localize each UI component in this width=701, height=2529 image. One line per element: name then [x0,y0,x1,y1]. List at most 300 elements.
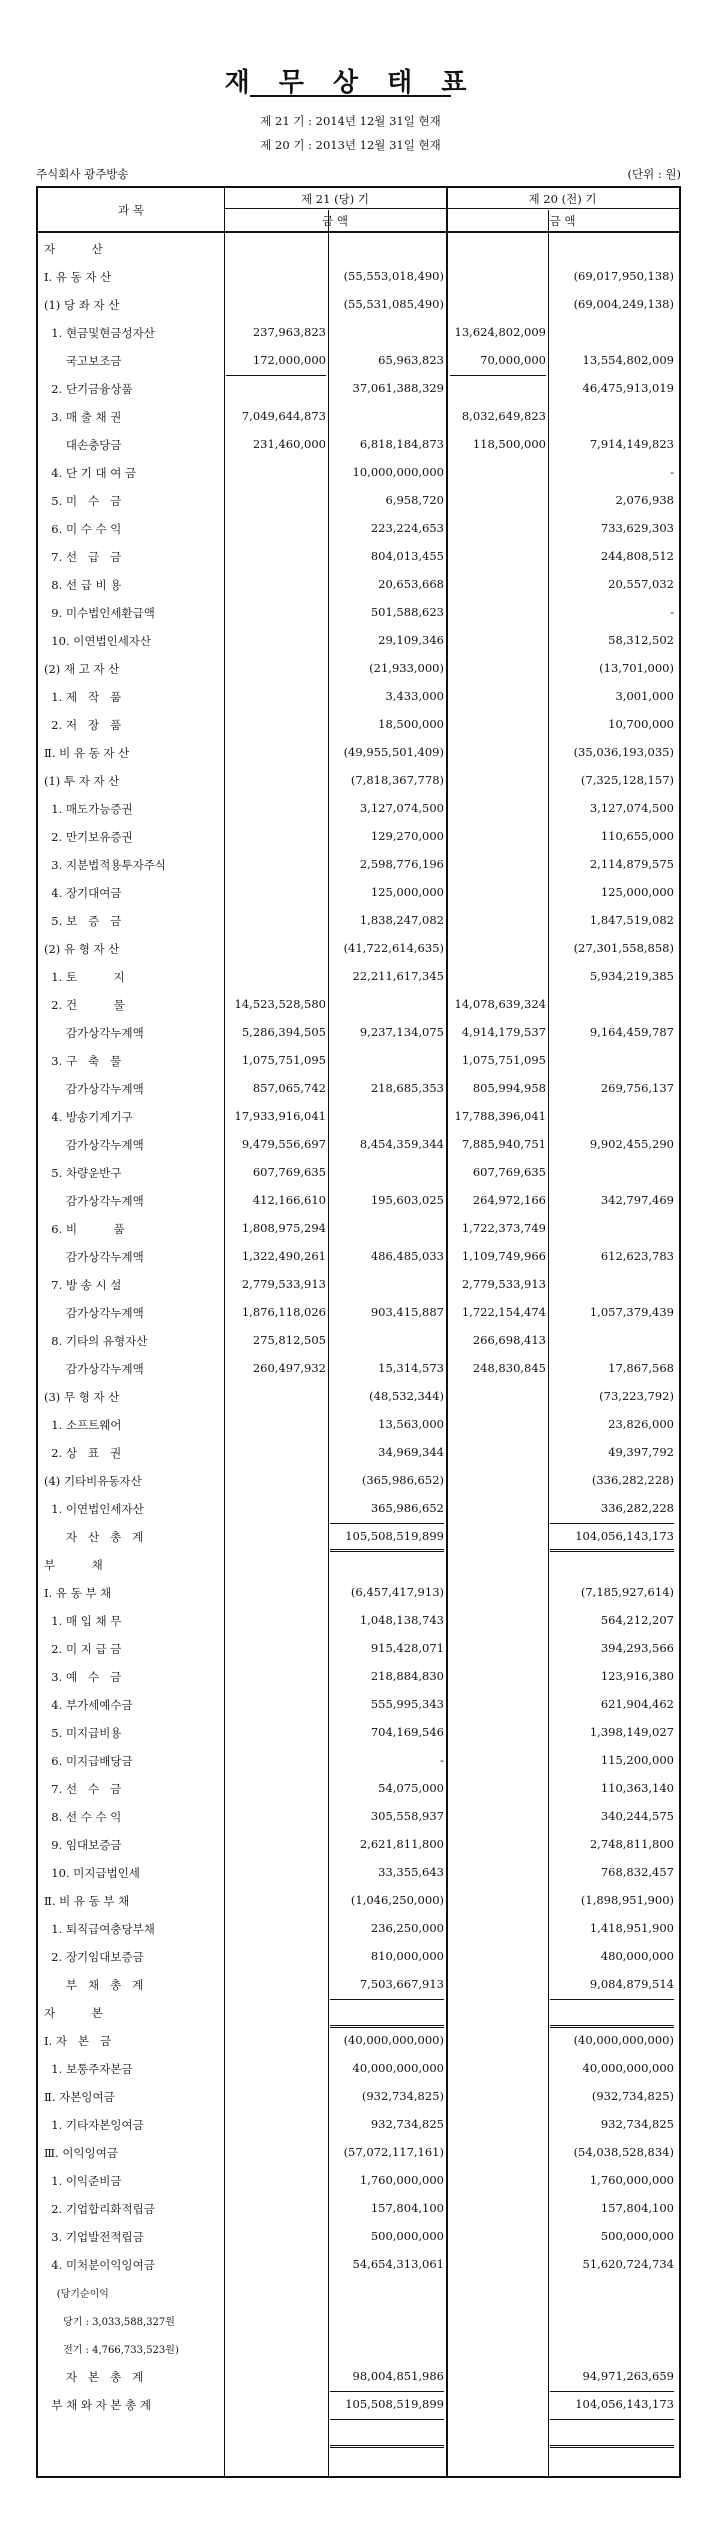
row-label: Ⅲ. 이익잉여금 [44,2146,118,2160]
prior-total-amount: 10,700,000 [608,717,674,731]
prior-total-amount: 612,623,783 [600,1249,674,1263]
current-detail-amount: 17,933,916,041 [234,1109,326,1123]
total-double-rule [330,2445,444,2448]
current-total-amount: 157,804,100 [370,2201,444,2215]
prior-total-amount: 1,057,379,439 [589,1305,674,1319]
prior-total-amount: 104,056,143,173 [575,1529,674,1543]
row-label: Ⅰ. 유 동 자 산 [44,270,112,284]
prior-total-amount: (932,734,825) [591,2089,674,2103]
prior-detail-amount: 118,500,000 [472,437,546,451]
current-total-amount: (6,457,417,913) [350,1585,444,1599]
prior-total-amount: 340,244,575 [600,1809,674,1823]
table-row [38,1970,679,1998]
period-current: 제 21 기 : 2014년 12월 31일 현재 [260,114,441,128]
prior-total-amount: (13,701,000) [599,661,674,675]
row-label: 2. 만기보유증권 [44,830,133,844]
current-detail-amount: 5,286,394,505 [241,1025,326,1039]
row-label: (2) 재 고 자 산 [44,662,120,676]
prior-detail-amount: 264,972,166 [472,1193,546,1207]
row-label: 전기 : 4,766,733,523원) [44,2345,179,2356]
current-detail-amount: 7,049,644,873 [241,409,326,423]
prior-total-amount: 94,971,263,659 [582,2369,674,2383]
row-label: 1. 매 입 채 무 [44,1614,122,1628]
row-label: 7. 선 급 금 [44,550,122,564]
row-label: 2. 건 물 [44,998,125,1012]
current-total-amount: 65,963,823 [378,353,444,367]
current-total-amount: 903,415,887 [370,1305,444,1319]
prior-total-amount: 1,418,951,900 [589,1921,674,1935]
row-label: 1. 제 작 품 [44,690,122,704]
table-row [38,598,679,626]
table-row [38,1130,679,1158]
current-detail-amount: 275,812,505 [252,1333,326,1347]
prior-detail-amount: 1,722,373,749 [461,1221,546,1235]
table-row [38,1830,679,1858]
current-total-amount: 9,237,134,075 [359,1025,444,1039]
prior-total-amount: 394,293,566 [600,1641,674,1655]
table-row [38,1746,679,1774]
current-total-amount: (55,531,085,490) [343,297,444,311]
row-label: 5. 차량운반구 [44,1166,122,1180]
current-total-amount: - [440,1753,444,1767]
current-total-amount: 29,109,346 [378,633,444,647]
current-total-amount: (49,955,501,409) [343,745,444,759]
current-detail-amount: 172,000,000 [252,353,326,367]
row-label: 감가상각누계액 [44,1306,144,1320]
prior-total-amount: 2,748,811,800 [589,1837,674,1851]
row-label: 5. 미 수 금 [44,494,122,508]
row-label: 1. 이익준비금 [44,2174,122,2188]
total-double-rule [550,2445,674,2448]
current-detail-amount: 231,460,000 [252,437,326,451]
prior-total-amount: 3,127,074,500 [589,801,674,815]
table-row [38,1466,679,1494]
table-row [38,1354,679,1382]
row-label: (당기순이익 [44,2289,109,2300]
current-detail-amount: 9,479,556,697 [241,1137,326,1151]
table-row [38,262,679,290]
prior-total-amount: 104,056,143,173 [575,2397,674,2411]
table-row [38,1578,679,1606]
current-total-amount: 555,995,343 [370,1697,444,1711]
row-label: 8. 기타의 유형자산 [44,1334,148,1348]
row-label: 부 채 [44,1558,103,1572]
prior-total-amount: 125,000,000 [600,885,674,899]
current-total-amount: 1,048,138,743 [359,1613,444,1627]
current-total-amount: (932,734,825) [361,2089,444,2103]
row-label: Ⅱ. 비 유 동 자 산 [44,746,130,760]
table-row [38,486,679,514]
company-name: 주식회사 광주방송 [36,167,129,181]
table-row [38,1074,679,1102]
row-label: Ⅰ. 유 동 부 채 [44,1586,112,1600]
prior-total-amount: 123,916,380 [600,1669,674,1683]
header-divider [224,208,679,209]
balance-sheet-table [36,186,681,2478]
prior-total-amount: (69,017,950,138) [573,269,674,283]
subtotal-rule [550,2391,674,2392]
current-total-amount: 810,000,000 [370,1949,444,1963]
prior-detail-amount: 1,109,749,966 [461,1249,546,1263]
row-label: 2. 미 지 급 금 [44,1642,122,1656]
prior-total-amount: 9,902,455,290 [589,1137,674,1151]
current-total-amount: 34,969,344 [378,1445,444,1459]
row-label: (3) 무 형 자 산 [44,1390,120,1404]
current-total-amount: (41,722,614,635) [343,941,444,955]
table-row [38,2166,679,2194]
prior-total-amount: 49,397,792 [608,1445,674,1459]
subtotal-rule [550,2419,674,2420]
prior-total-amount: (35,036,193,035) [573,745,674,759]
row-label: 2. 저 장 품 [44,718,122,732]
row-label: 감가상각누계액 [44,1194,144,1208]
table-row [38,2110,679,2138]
prior-total-amount: 7,914,149,823 [589,437,674,451]
table-row [38,570,679,598]
table-row [38,234,679,262]
prior-total-amount: - [670,465,674,479]
table-row [38,2390,679,2418]
prior-total-amount: (7,185,927,614) [580,1585,674,1599]
subtotal-rule [330,1999,444,2000]
table-row [38,1606,679,1634]
row-label: 1. 현금및현금성자산 [44,326,155,340]
row-label: (1) 투 자 자 산 [44,774,120,788]
prior-total-amount: 621,904,462 [600,1697,674,1711]
current-total-amount: 704,169,546 [370,1725,444,1739]
current-total-amount: 500,000,000 [370,2229,444,2243]
table-row [38,2334,679,2362]
table-row [38,1270,679,1298]
prior-total-amount: 23,826,000 [608,1417,674,1431]
table-row [38,878,679,906]
table-row [38,1186,679,1214]
prior-detail-amount: 805,994,958 [472,1081,546,1095]
table-row [38,514,679,542]
prior-detail-amount: 1,075,751,095 [461,1053,546,1067]
current-total-amount: 22,211,617,345 [352,969,444,983]
table-row [38,1550,679,1578]
prior-detail-amount: 607,769,635 [472,1165,546,1179]
table-row [38,934,679,962]
prior-total-amount: 51,620,724,734 [582,2257,674,2271]
prior-total-amount: 1,398,149,027 [589,1725,674,1739]
prior-total-amount: 480,000,000 [600,1949,674,1963]
prior-total-amount: 3,001,000 [615,689,674,703]
current-detail-amount: 412,166,610 [252,1193,326,1207]
current-total-amount: (21,933,000) [369,661,444,675]
table-row [38,822,679,850]
current-total-amount: 10,000,000,000 [352,465,444,479]
table-row [38,1298,679,1326]
current-total-amount: (57,072,117,161) [343,2145,444,2159]
table-row [38,374,679,402]
row-label: 1. 퇴직급여충당부채 [44,1922,155,1936]
prior-total-amount: 564,212,207 [600,1613,674,1627]
row-label: 1. 기타자본잉여금 [44,2118,144,2132]
row-label: 1. 토 지 [44,970,125,984]
subtotal-rule [226,375,326,376]
prior-total-amount: 9,164,459,787 [589,1025,674,1039]
row-label: 9. 미수법인세환급액 [44,606,155,620]
current-total-amount: 2,598,776,196 [359,857,444,871]
row-label: 3. 지분법적용투자주식 [44,858,166,872]
current-total-amount: 37,061,388,329 [352,381,444,395]
current-total-amount: 804,013,455 [370,549,444,563]
row-label: (1) 당 좌 자 산 [44,298,120,312]
current-total-amount: 33,355,643 [378,1865,444,1879]
current-total-amount: 15,314,573 [378,1361,444,1375]
row-label: 부 채 와 자 본 총 계 [44,2398,152,2412]
current-total-amount: 98,004,851,986 [352,2369,444,2383]
current-detail-amount: 1,322,490,261 [241,1249,326,1263]
table-row [38,1046,679,1074]
prior-total-amount: 58,312,502 [608,633,674,647]
current-total-amount: 13,563,000 [378,1417,444,1431]
row-label: 4. 방송기계기구 [44,1110,133,1124]
table-row [38,2278,679,2306]
prior-detail-amount: 14,078,639,324 [454,997,546,1011]
row-label: 8. 선 급 비 용 [44,578,122,592]
current-total-amount: (7,818,367,778) [350,773,444,787]
table-row [38,2222,679,2250]
subtotal-rule [330,2419,444,2420]
subtotal-rule [330,2391,444,2392]
row-label: 2. 단기금융상품 [44,382,133,396]
header-account: 과 목 [118,203,144,217]
table-row [38,1858,679,1886]
prior-total-amount: 500,000,000 [600,2229,674,2243]
prior-total-amount: (27,301,558,858) [573,941,674,955]
current-total-amount: 915,428,071 [370,1641,444,1655]
current-detail-amount: 14,523,528,580 [234,997,326,1011]
current-detail-amount: 857,065,742 [252,1081,326,1095]
table-row [38,1634,679,1662]
prior-total-amount: (7,325,128,157) [580,773,674,787]
current-total-amount: 305,558,937 [370,1809,444,1823]
table-row [38,1914,679,1942]
prior-total-amount: 932,734,825 [600,2117,674,2131]
prior-total-amount: 20,557,032 [608,577,674,591]
row-label: 부 채 총 계 [44,1978,144,1992]
table-row [38,430,679,458]
prior-total-amount: (73,223,792) [599,1389,674,1403]
current-total-amount: (40,000,000,000) [343,2033,444,2047]
current-total-amount: 20,653,668 [378,577,444,591]
title-underline [250,95,451,97]
prior-total-amount: (40,000,000,000) [573,2033,674,2047]
table-row [38,1942,679,1970]
header-amount-prior: 금 액 [549,214,576,228]
row-label: 2. 장기임대보증금 [44,1950,144,1964]
table-row [38,2138,679,2166]
prior-detail-amount: 1,722,154,474 [461,1305,546,1319]
prior-total-amount: 244,808,512 [600,549,674,563]
row-label: 6. 미지급배당금 [44,1754,133,1768]
row-label: 3. 예 수 금 [44,1670,122,1684]
row-label: 국고보조금 [44,354,122,368]
row-label: 6. 비 품 [44,1222,125,1236]
prior-total-amount: (336,282,228) [591,1473,674,1487]
table-row [38,962,679,990]
current-detail-amount: 1,808,975,294 [241,1221,326,1235]
row-label: 4. 부가세예수금 [44,1698,133,1712]
current-total-amount: 18,500,000 [378,717,444,731]
table-row [38,654,679,682]
prior-total-amount: (1,898,951,900) [580,1893,674,1907]
prior-total-amount: 336,282,228 [600,1501,674,1515]
header-prior-period: 제 20 (전) 기 [528,192,597,206]
current-total-amount: 8,454,359,344 [359,1137,444,1151]
row-label: Ⅱ. 자본잉여금 [44,2090,115,2104]
table-row [38,346,679,374]
prior-total-amount: (69,004,249,138) [573,297,674,311]
current-detail-amount: 237,963,823 [252,325,326,339]
row-label: 자 본 총 계 [44,2370,144,2384]
row-label: 감가상각누계액 [44,1026,144,1040]
period-prior: 제 20 기 : 2013년 12월 31일 현재 [260,138,441,152]
current-total-amount: 932,734,825 [370,2117,444,2131]
prior-total-amount: (54,038,528,834) [573,2145,674,2159]
current-total-amount: 1,760,000,000 [359,2173,444,2187]
table-row [38,2194,679,2222]
table-row [38,2306,679,2334]
current-total-amount: 486,485,033 [370,1249,444,1263]
current-total-amount: (48,532,344) [369,1389,444,1403]
row-label: Ⅱ. 비 유 동 부 채 [44,1894,130,1908]
prior-detail-amount: 7,885,940,751 [461,1137,546,1151]
row-label: 4. 장기대여금 [44,886,122,900]
row-label: 2. 기업합리화적립금 [44,2202,155,2216]
table-row [38,1214,679,1242]
table-row [38,1662,679,1690]
table-row [38,318,679,346]
row-label: 1. 보통주자본금 [44,2062,133,2076]
table-row [38,2082,679,2110]
row-label: 6. 미 수 수 익 [44,522,122,536]
document-title: 재 무 상 태 표 [224,68,477,98]
table-row [38,1382,679,1410]
current-total-amount: 6,818,184,873 [359,437,444,451]
row-label: 9. 임대보증금 [44,1838,122,1852]
row-label: Ⅰ. 자 본 금 [44,2034,112,2048]
table-row [38,1438,679,1466]
unit-label: (단위 : 원) [627,167,681,181]
current-total-amount: 2,621,811,800 [359,1837,444,1851]
current-detail-amount: 607,769,635 [252,1165,326,1179]
table-row [38,1242,679,1270]
subtotal-rule [550,1523,674,1524]
table-row [38,1802,679,1830]
prior-detail-amount: 2,779,533,913 [461,1277,546,1291]
row-label: 4. 미처분이익잉여금 [44,2258,155,2272]
prior-detail-amount: 13,624,802,009 [454,325,546,339]
table-row [38,738,679,766]
row-label: 4. 단 기 대 여 금 [44,466,137,480]
row-label: 감가상각누계액 [44,1362,144,1376]
prior-total-amount: 733,629,303 [600,521,674,535]
current-detail-amount: 1,876,118,026 [241,1305,326,1319]
prior-detail-amount: 4,914,179,537 [461,1025,546,1039]
table-row [38,402,679,430]
total-double-rule [330,2025,444,2028]
current-total-amount: 125,000,000 [370,885,444,899]
header-current-period: 제 21 (당) 기 [301,192,369,206]
current-total-amount: 105,508,519,899 [345,1529,444,1543]
prior-total-amount: 1,760,000,000 [589,2173,674,2187]
table-row [38,1998,679,2026]
current-total-amount: 223,224,653 [370,521,444,535]
table-row [38,290,679,318]
row-label: 1. 매도가능증권 [44,802,133,816]
table-row [38,1018,679,1046]
current-total-amount: 218,884,830 [370,1669,444,1683]
row-label: 2. 상 표 권 [44,1446,122,1460]
row-label: 8. 선 수 수 익 [44,1810,122,1824]
subtotal-rule [450,375,546,376]
row-label: 1. 이연법인세자산 [44,1502,144,1516]
prior-total-amount: 342,797,469 [600,1193,674,1207]
row-label: 자 산 [44,242,103,256]
current-total-amount: 3,127,074,500 [359,801,444,815]
table-row [38,1774,679,1802]
prior-detail-amount: 248,830,845 [472,1361,546,1375]
row-label: 7. 선 수 금 [44,1782,122,1796]
prior-total-amount: 115,200,000 [600,1753,674,1767]
table-row [38,2362,679,2390]
table-row [38,542,679,570]
current-total-amount: (1,046,250,000) [350,1893,444,1907]
current-total-amount: 236,250,000 [370,1921,444,1935]
prior-detail-amount: 8,032,649,823 [461,409,546,423]
total-double-rule [330,1549,444,1552]
row-label: 3. 매 출 채 권 [44,410,122,424]
prior-total-amount: 5,934,219,385 [589,969,674,983]
prior-total-amount: - [670,605,674,619]
current-total-amount: 40,000,000,000 [352,2061,444,2075]
current-total-amount: 6,958,720 [385,493,444,507]
prior-total-amount: 768,832,457 [600,1865,674,1879]
table-row [38,906,679,934]
current-total-amount: 129,270,000 [370,829,444,843]
table-row [38,1102,679,1130]
prior-total-amount: 110,363,140 [600,1781,674,1795]
prior-total-amount: 157,804,100 [600,2201,674,2215]
total-double-rule [550,1549,674,1552]
table-row [38,626,679,654]
prior-detail-amount: 266,698,413 [472,1333,546,1347]
prior-total-amount: 2,076,938 [615,493,674,507]
row-label: 5. 보 증 금 [44,914,122,928]
table-row [38,1410,679,1438]
table-row [38,458,679,486]
prior-total-amount: 13,554,802,009 [582,353,674,367]
current-total-amount: (365,986,652) [361,1473,444,1487]
table-row [38,766,679,794]
row-label: 당기 : 3,033,588,327원 [44,2317,175,2328]
row-label: 10. 이연법인세자산 [44,634,152,648]
prior-total-amount: 9,084,879,514 [589,1977,674,1991]
table-row [38,1886,679,1914]
table-row [38,1718,679,1746]
row-label: 7. 방 송 시 설 [44,1278,122,1292]
row-label: 5. 미지급비용 [44,1726,122,1740]
prior-total-amount: 46,475,913,019 [582,381,674,395]
table-row [38,1326,679,1354]
table-row [38,682,679,710]
subtotal-rule [550,1999,674,2000]
table-row [38,794,679,822]
